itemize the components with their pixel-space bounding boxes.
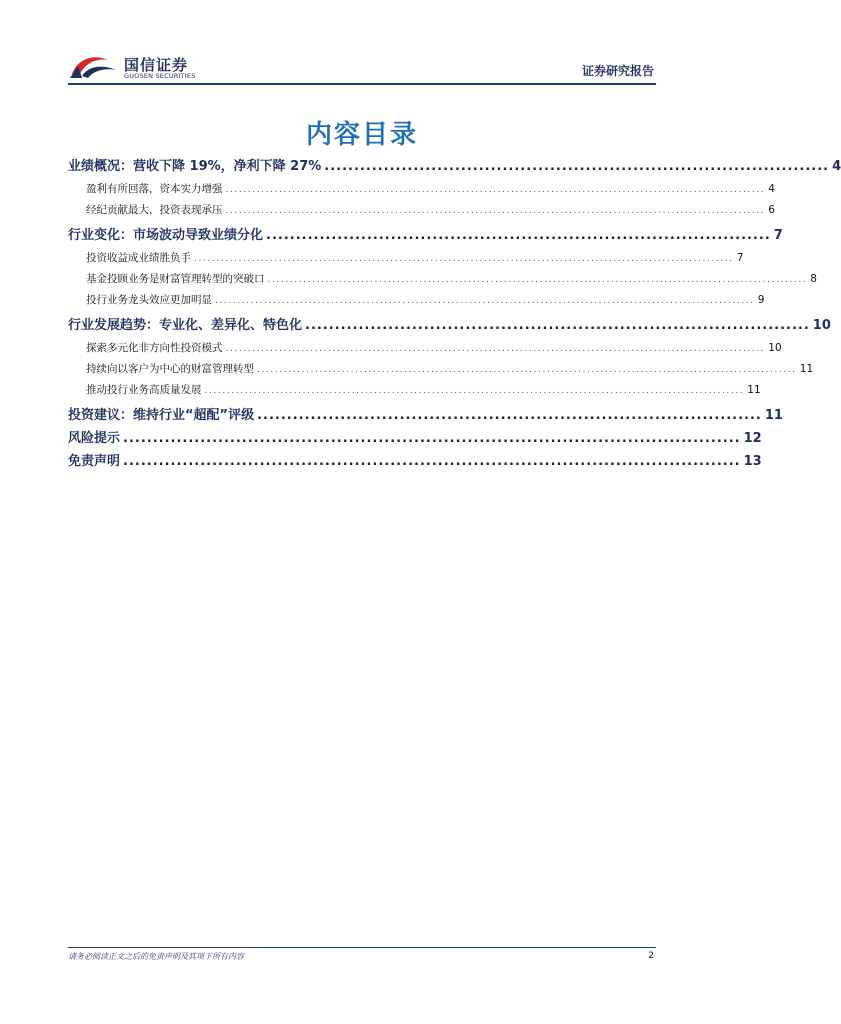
- toc-entry-level1[interactable]: [68, 155, 841, 174]
- toc-entry-page: 11: [747, 384, 761, 396]
- toc-leader-dots: .........................................................................................................................: [267, 275, 808, 285]
- toc-entry-level2[interactable]: [86, 202, 775, 217]
- toc-title: 内容目录: [305, 120, 418, 150]
- toc-entry-text: 盈利有所回落，资本实力增强: [86, 183, 223, 195]
- toc-entry-text: 风险提示: [68, 431, 121, 446]
- toc-entry-page: 11: [799, 363, 814, 375]
- toc-entry-text: 业绩概况：营收下降 19%，净利下降 27%: [68, 159, 322, 174]
- toc-entry-text: 免责声明: [68, 454, 121, 469]
- toc-entry-level1[interactable]: [68, 404, 783, 423]
- toc-leader-dots: ........................................................................................................: [123, 454, 741, 469]
- toc-entry-level1[interactable]: [68, 450, 762, 469]
- toc-entry-page: 4: [832, 159, 841, 174]
- guosen-logo-icon: [68, 52, 120, 80]
- toc-entry-page: 12: [743, 431, 762, 446]
- toc-entry-text: 基金投顾业务是财富管理转型的突破口: [86, 273, 265, 285]
- toc-entry-level2[interactable]: [86, 292, 765, 307]
- toc-entry-text: 经纪贡献最大，投资表现承压: [86, 204, 223, 216]
- toc-entry-level2[interactable]: [86, 382, 761, 397]
- toc-entry-level1[interactable]: [68, 224, 783, 243]
- toc-entry-page: 7: [773, 228, 783, 243]
- toc-entry-text: 行业变化：市场波动导致业绩分化: [68, 228, 264, 243]
- page-header: [68, 50, 656, 84]
- report-type-label: 证券研究报告: [581, 64, 654, 78]
- toc-entry-text: 持续向以客户为中心的财富管理转型: [86, 363, 254, 375]
- toc-leader-dots: .....................................................................................: [257, 408, 762, 423]
- company-logo: [68, 50, 228, 84]
- toc-leader-dots: .........................................................................................................................: [225, 206, 766, 216]
- footer-disclaimer: 请务必阅读正文之后的免责声明及其项下所有内容: [68, 952, 244, 961]
- toc-entry-page: 10: [768, 342, 782, 354]
- toc-leader-dots: .........................................................................................................................: [215, 296, 755, 306]
- footer-divider: [68, 947, 656, 948]
- toc-leader-dots: .........................................................................................................................: [225, 185, 766, 195]
- logo-english-name: GUOSEN SECURITIES: [124, 72, 196, 80]
- toc-leader-dots: .........................................................................................................................: [225, 344, 766, 354]
- toc-entry-page: 13: [743, 454, 762, 469]
- toc-entry-page: 7: [736, 252, 744, 264]
- toc-leader-dots: .....................................................................................: [324, 159, 830, 174]
- toc-entry-page: 8: [810, 273, 817, 285]
- toc-entry-level2[interactable]: [86, 361, 814, 376]
- toc-entry-page: 9: [757, 294, 765, 306]
- toc-leader-dots: .........................................................................................................................: [204, 386, 745, 396]
- toc-entry-page: 4: [768, 183, 775, 195]
- logo-chinese-name: 国信证券: [124, 56, 189, 74]
- toc-leader-dots: ........................................................................................................: [123, 431, 741, 446]
- toc-entry-text: 投资建议：维持行业“超配”评级: [68, 408, 255, 423]
- toc-leader-dots: .....................................................................................: [305, 318, 810, 333]
- toc-entry-text: 推动投行业务高质量发展: [86, 384, 202, 396]
- toc-entry-level2[interactable]: [86, 271, 817, 286]
- toc-entry-level1[interactable]: [68, 314, 831, 333]
- toc-entry-level1[interactable]: [68, 427, 762, 446]
- toc-entry-text: 投资收益成业绩胜负手: [86, 252, 191, 264]
- toc-leader-dots: .........................................................................................................................: [194, 254, 734, 264]
- toc-entry-level2[interactable]: [86, 250, 744, 265]
- toc-entry-level2[interactable]: [86, 181, 775, 196]
- header-divider: [68, 83, 656, 85]
- toc-entry-text: 探索多元化非方向性投资模式: [86, 342, 223, 354]
- toc-entry-page: 10: [812, 318, 831, 333]
- toc-entry-text: 行业发展趋势：专业化、差异化、特色化: [68, 318, 303, 333]
- toc-leader-dots: .....................................................................................: [266, 228, 771, 243]
- page-number: 2: [648, 951, 654, 961]
- toc-leader-dots: .........................................................................................................................: [257, 365, 797, 375]
- toc-entry-text: 投行业务龙头效应更加明显: [86, 294, 212, 306]
- toc-entry-level2[interactable]: [86, 340, 782, 355]
- toc-entry-page: 6: [768, 204, 775, 216]
- toc-entry-page: 11: [764, 408, 783, 423]
